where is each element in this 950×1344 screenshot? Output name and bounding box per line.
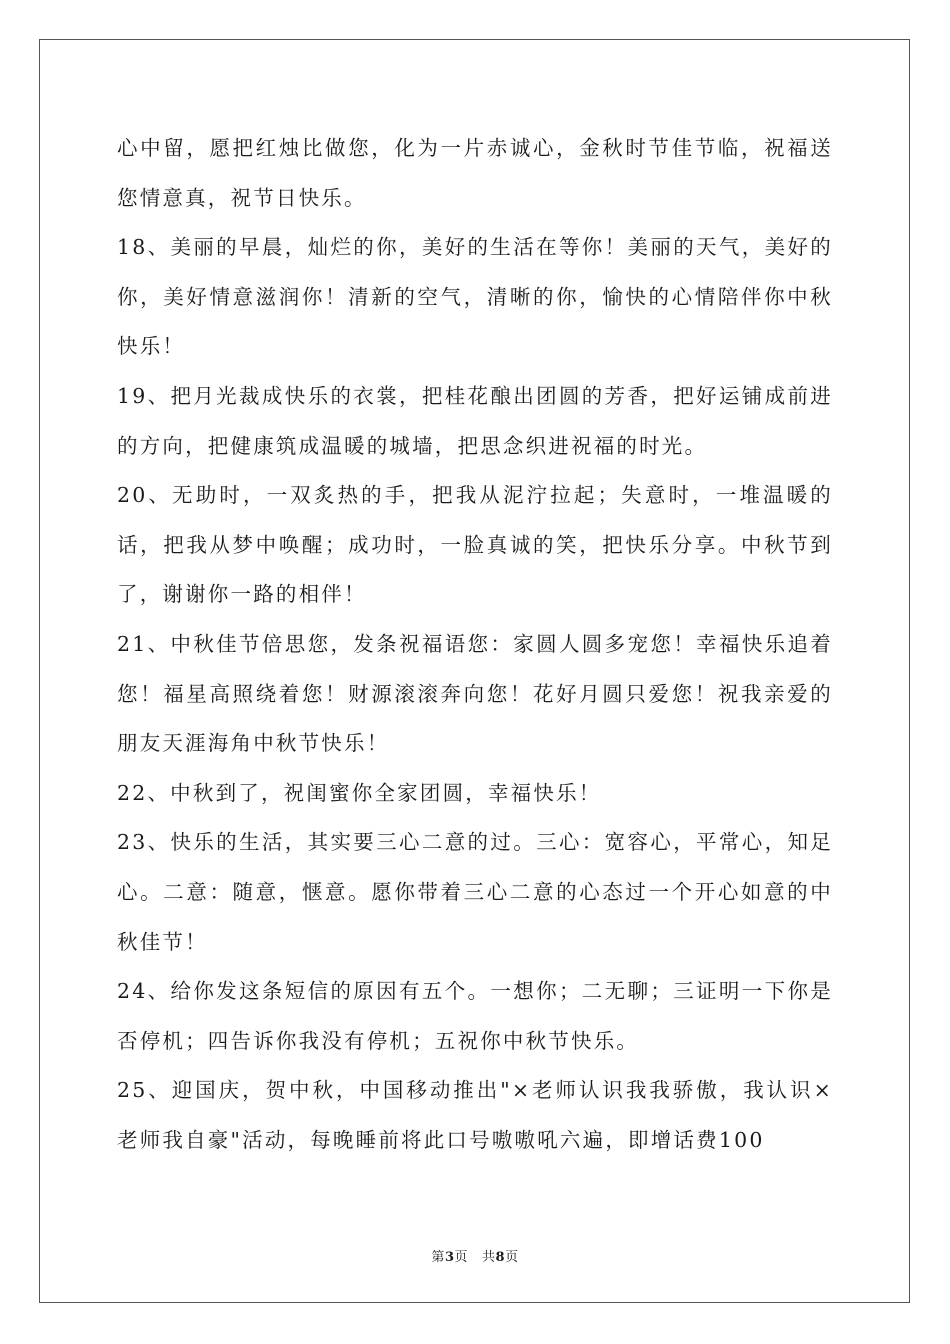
page-number-suffix: 页 [454, 1250, 468, 1265]
paragraph-25: 25、迎国庆，贺中秋，中国移动推出"×老师认识我我骄傲，我认识×老师我自豪"活动，每晚睡前将此口号嗷嗷吼六遍，即增话费100 [117, 1078, 833, 1152]
page-number-current: 3 [444, 1250, 455, 1265]
paragraph-19: 19、把月光裁成快乐的衣裳，把桂花酿出团圆的芳香，把好运铺成前进的方向，把健康筑成温暖的城墙，把思念织进祝福的时光。 [117, 383, 833, 458]
paragraph-20: 20、无助时，一双炙热的手，把我从泥泞拉起；失意时，一堆温暖的话，把我从梦中唤醒；成功时，一脸真诚的笑，把快乐分享。中秋节到了，谢谢你一路的相伴！ [117, 483, 833, 607]
paragraph-22: 22、中秋到了，祝闺蜜你全家团圆，幸福快乐！ [117, 780, 602, 805]
document-body [117, 124, 833, 1165]
page-total-suffix: 页 [505, 1250, 519, 1265]
paragraph-23: 23、快乐的生活，其实要三心二意的过。三心：宽容心，平常心，知足心。二意：随意，惬意。愿你带着三心二意的心态过一个开心如意的中秋佳节！ [117, 830, 833, 954]
paragraph-continued: 心中留，愿把红烛比做您，化为一片赤诚心，金秋时节佳节临，祝福送您情意真，祝节日快乐。 [117, 136, 833, 210]
page-number-total: 8 [495, 1250, 506, 1265]
page-footer [0, 1246, 950, 1265]
paragraph-24: 24、给你发这条短信的原因有五个。一想你；二无聊；三证明一下你是否停机；四告诉你我没有停机；五祝你中秋节快乐。 [117, 979, 833, 1053]
page-number-prefix: 第 [431, 1250, 445, 1265]
page-total-prefix: 共 [482, 1250, 496, 1265]
paragraph-21: 21、中秋佳节倍思您，发条祝福语您：家圆人圆多宠您！幸福快乐追着您！福星高照绕着您！财源滚滚奔向您！花好月圆只爱您！祝我亲爱的朋友天涯海角中秋节快乐！ [117, 631, 833, 756]
paragraph-18: 18、美丽的早晨，灿烂的你，美好的生活在等你！美丽的天气，美好的你，美好情意滋润你！清新的空气，清晰的你，愉快的心情陪伴你中秋快乐！ [117, 235, 833, 359]
